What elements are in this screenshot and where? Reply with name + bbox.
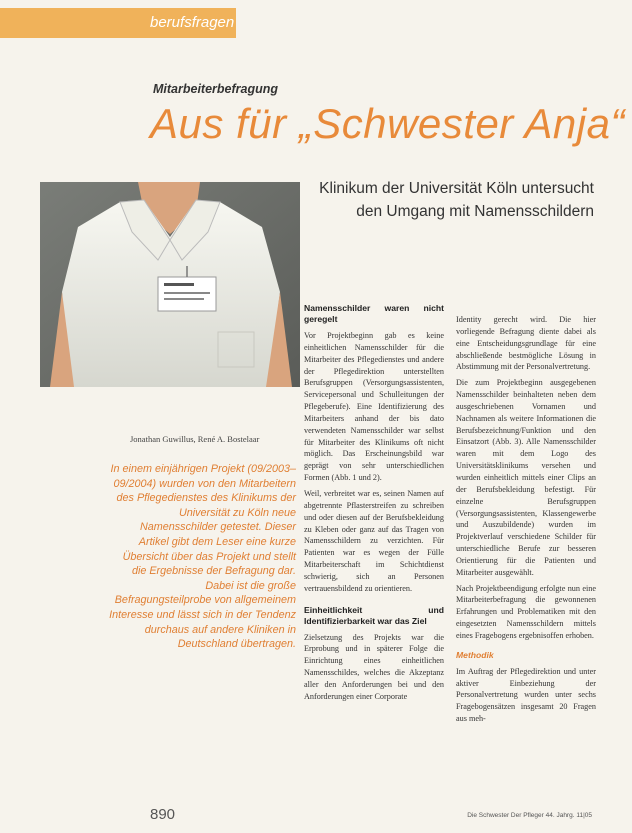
body-paragraph: Vor Projektbeginn gab es keine einheitlichen Namensschilder für die Mitarbeiter des Pflegedienstes und andere der Pflegedirektion unterstellten Berufsgruppen (Versorgungsassistenten, Servicepersonal und Schulleitungen der Pflegeberufe). Eine Identifizierung des Mitarbeiters anhand der bis dato verwendeten Namensschilder war selbst für Mitarbeiter des Klinikums oft nicht möglich. Das Erscheinungsbild war geprägt von sehr unterschiedlichen Formen (Abb. 1 und 2).: [304, 331, 444, 483]
body-paragraph: Nach Projektbeendigung erfolgte nun eine Mitarbeiterbefragung die gewonnenen Erfahrungen und Problematiken mit den eingesetzten Namensschildern mittels eines Fragebogens ergebnisoffen erhoben.: [456, 583, 596, 640]
kicker: Mitarbeiterbefragung: [153, 82, 279, 96]
page-number: 890: [150, 806, 176, 823]
body-paragraph: Weil, verbreitet war es, seinen Namen auf abgetrennte Pflasterstreifen zu schreiben und oder diesen auf der Berufsbekleidung zu Kleben oder ganz auf das Tragen von Namensschildern zu verzichten. Für Patienten war es wegen der Fülle Mitarbeiterschaft im Schichtdienst schwierig, sich an Personen vertrauensbildend zu orientieren.: [304, 488, 444, 593]
body-column-2: [456, 314, 596, 729]
journal-footer: Die Schwester Der Pfleger 44. Jahrg. 11|05: [467, 812, 592, 819]
body-paragraph: Die zum Projektbeginn ausgegebenen Namensschilder beinhalteten neben dem ausgeschriebenen Vornamen und Nachnamen als weitere Informationen die Berufsbezeichnung/Funktion und den Einsatzort (Abb. 3). Alle Namensschilder waren mit dem Logo des Universitätsklinikums versehen und wurden einheitlich mittels einer Clips an der Berufsbekleidung befestigt. Für einzelne Berufsgruppen (Versorgungsassistenten, Klassengewerbe und Auszubildende) wurden im Projektverlauf verschiedene Schilder für unterschiedliche Berufe zur besseren Orientierung für die Patienten und Mitarbeiter ausgewählt.: [456, 378, 596, 577]
nurse-photo: [40, 182, 300, 387]
section-heading: Namensschilder waren nicht geregelt: [304, 303, 444, 324]
section-label: berufsfragen: [150, 14, 235, 31]
body-paragraph: Im Auftrag der Pflegedirektion und unter aktiver Einbeziehung der Personalvertretung wurden unter sechs Fragebogensätzen insgesamt 20 Fragen aus meh-: [456, 666, 596, 724]
body-paragraph: Identity gerecht wird. Die hier vorliegende Befragung diente dabei als eine Entscheidungsgrundlage für eine abschließende bestmögliche Lösung in Abstimmung mit der Personalvertretung.: [456, 315, 596, 372]
headline: Aus für „Schwester Anja“: [150, 100, 625, 147]
subheadline: Klinikum der Universität Köln untersucht den Umgang mit Namensschildern: [319, 180, 594, 220]
section-heading: Einheitlichkeit und Identifizierbarkeit war das Ziel: [304, 604, 444, 626]
body-paragraph: Zielsetzung des Projekts war die Erprobung und in späterer Folge die Einrichtung eines einheitlichen Namensschildes, welches die Akzeptanz aller den Anforderungen bei und den Anforderungen einer Corporate: [304, 632, 444, 701]
photo-credit: Jonathan Guwillus, René A. Bostelaar: [130, 434, 260, 444]
section-heading: Methodik: [456, 649, 494, 660]
body-column-1: [304, 303, 444, 707]
intro-text: In einem einjährigen Projekt (09/2003–09/2004) wurden von den Mitarbeitern des Pflegedienstes des Klinikums der Universität zu Köln neue Namensschilder getestet. Dieser Artikel gibt dem Leser eine kurze Übersicht über das Projekt und stellt die Ergebnisse der Befragung dar. Dabei ist die große Befragungsteilprobe von allgemeinem Interesse und lässt sich in der Tendenz durchaus auf andere Kliniken in Deutschland übertragen.: [109, 463, 296, 651]
